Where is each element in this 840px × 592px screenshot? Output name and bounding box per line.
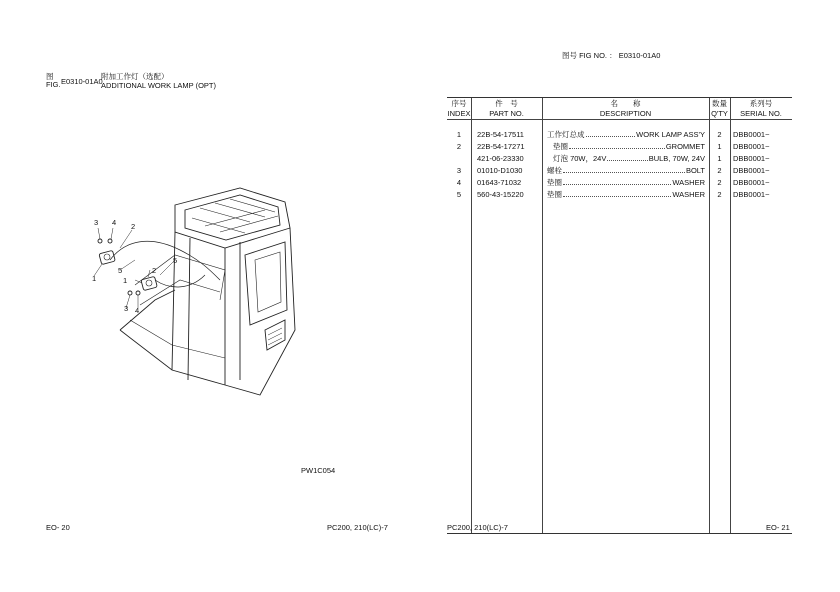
cab-side xyxy=(225,228,295,395)
footer-left-model: PC200, 210(LC)-7 xyxy=(327,523,388,532)
cab-illustration xyxy=(80,180,330,420)
table-row: 5 560-43-15220 垫圈 WASHER 2 DBB0001~ xyxy=(456,190,770,199)
table-row: 4 01643-71032 垫圈 WASHER 2 DBB0001~ xyxy=(456,178,770,187)
fig-code: E0310-01A0 xyxy=(61,77,103,86)
work-lamp-upper xyxy=(99,250,115,264)
callout-4-upper: 4 xyxy=(112,218,117,227)
parts-table xyxy=(447,97,792,534)
table-row: 3 01010-D1030 螺栓 BOLT 2 DBB0001~ xyxy=(456,166,770,175)
fig-label-cn: 图 xyxy=(46,72,54,81)
header-index: 序号 INDEX xyxy=(447,99,471,118)
fig-title-cn: 附加工作灯（选配） xyxy=(101,72,169,81)
figure-title-block xyxy=(46,73,61,89)
header-serial: 系列号 SERIAL NO. xyxy=(740,99,782,118)
callout-3-lower: 3 xyxy=(124,304,129,313)
washer-upper xyxy=(108,239,112,243)
header-qty: 数量 Q'TY xyxy=(711,99,728,118)
footer-left-page: EO- 20 xyxy=(46,523,70,532)
cab-pillars xyxy=(172,232,240,385)
callout-2-upper: 2 xyxy=(131,222,136,231)
fig-label-en: FIG. xyxy=(46,80,61,89)
fig-no-value: E0310-01A0 xyxy=(618,51,661,60)
header-description: 名 称 DESCRIPTION xyxy=(599,99,652,118)
callout-1-lower: 1 xyxy=(123,276,128,285)
table-row: 1 22B-54-17511 工作灯总成 WORK LAMP ASS'Y 2 DBB0001~ xyxy=(456,130,770,139)
fig-title-en: ADDITIONAL WORK LAMP (OPT) xyxy=(101,80,217,90)
footer-right-model: PC200, 210(LC)-7 xyxy=(447,523,508,532)
fig-title xyxy=(101,73,216,90)
bolt-lower xyxy=(128,291,132,295)
callout-4-lower: 4 xyxy=(135,306,140,315)
callout-3-upper: 3 xyxy=(94,218,99,227)
footer-right-page: EO- 21 xyxy=(766,523,790,532)
table-row: 2 22B-54-17271 垫圈 GROMMET 1 DBB0001~ xyxy=(456,142,770,151)
fig-no-label: 图号 FIG NO. ： xyxy=(562,51,617,60)
callout-5-lower: 5 xyxy=(173,256,178,265)
image-code: PW1C054 xyxy=(301,466,336,475)
callout-2-lower: 2 xyxy=(152,266,157,275)
table-row: 421-06-23330 灯泡 70W，24V BULB, 70W, 24V 1 DBB0001~ xyxy=(477,154,770,163)
wire-harness xyxy=(110,241,220,280)
fig-no-header xyxy=(562,51,660,60)
washer-lower xyxy=(136,291,140,295)
callout-1-upper: 1 xyxy=(92,274,97,283)
callout-5-upper: 5 xyxy=(118,266,123,275)
bolt-upper xyxy=(98,239,102,243)
header-part-no: 件 号 PART NO. xyxy=(489,99,524,118)
cab-roof-grid xyxy=(185,195,280,240)
